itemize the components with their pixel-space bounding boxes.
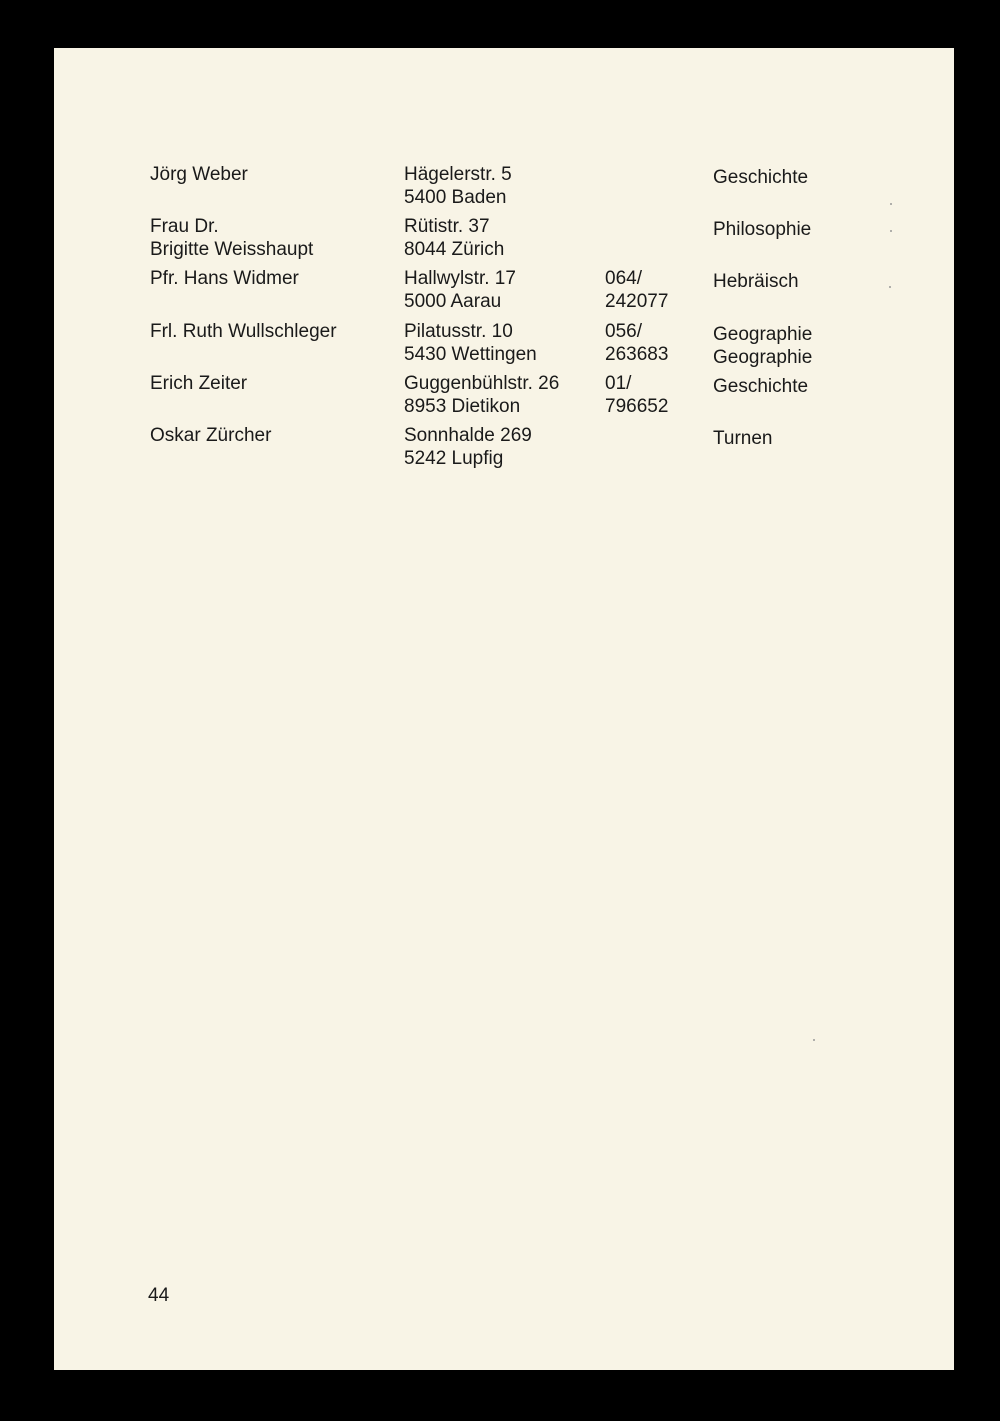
subject-line: Turnen bbox=[713, 428, 773, 449]
address-cell bbox=[404, 424, 532, 470]
subject-line: Philosophie bbox=[713, 219, 812, 241]
address-line: Hägelerstr. 5 bbox=[404, 164, 512, 185]
directory-entry bbox=[54, 267, 954, 319]
page-number: 44 bbox=[148, 1285, 170, 1306]
address-cell bbox=[404, 215, 504, 261]
directory-entry bbox=[54, 424, 954, 476]
phone-number-cell bbox=[605, 320, 668, 366]
document-page bbox=[54, 48, 954, 1370]
phone-number-line: 242077 bbox=[605, 291, 669, 313]
subject-cell bbox=[713, 270, 799, 293]
subject-cell bbox=[713, 323, 812, 369]
address-line: Pilatusstr. 10 bbox=[404, 320, 513, 342]
subject-line: Hebräisch bbox=[713, 271, 799, 293]
address-line: Rütistr. 37 bbox=[404, 216, 490, 238]
address-line: 5400 Baden bbox=[404, 187, 507, 208]
address-cell bbox=[404, 267, 516, 313]
speck bbox=[889, 286, 891, 288]
address-line: 8044 Zürich bbox=[404, 239, 505, 261]
speck bbox=[890, 203, 892, 205]
person-name-cell bbox=[150, 320, 337, 343]
person-name-line: Jörg Weber bbox=[150, 164, 248, 185]
person-name-cell bbox=[150, 215, 313, 261]
person-name-cell bbox=[150, 372, 247, 395]
speck bbox=[813, 1039, 815, 1041]
subject-line: Geographie bbox=[713, 323, 813, 345]
phone-number-line: 064/ bbox=[605, 268, 642, 290]
person-name-line: Pfr. Hans Widmer bbox=[150, 268, 299, 290]
directory-entry bbox=[54, 320, 954, 372]
address-cell bbox=[404, 163, 512, 209]
directory-entry bbox=[54, 163, 954, 215]
person-name-line: Erich Zeiter bbox=[150, 372, 248, 394]
person-name-line: Frau Dr. bbox=[150, 216, 219, 238]
subject-cell bbox=[713, 218, 811, 241]
person-name-cell bbox=[150, 163, 248, 186]
address-line: 5000 Aarau bbox=[404, 291, 502, 313]
phone-number-line: 056/ bbox=[605, 320, 642, 342]
subject-line: Geographie bbox=[713, 346, 813, 368]
address-line: 8953 Dietikon bbox=[404, 395, 521, 417]
address-line: 5430 Wettingen bbox=[404, 343, 537, 365]
subject-cell bbox=[713, 375, 808, 398]
subject-line: Geschichte bbox=[713, 375, 809, 397]
person-name-line: Brigitte Weisshaupt bbox=[150, 239, 314, 261]
phone-number-line: 263683 bbox=[605, 343, 669, 365]
address-line: Guggenbühlstr. 26 bbox=[404, 372, 560, 394]
speck bbox=[890, 230, 892, 232]
subject-cell bbox=[713, 427, 773, 450]
person-name-line: Frl. Ruth Wullschleger bbox=[150, 320, 337, 342]
subject-cell bbox=[713, 166, 808, 189]
address-cell bbox=[404, 320, 537, 366]
directory-entry bbox=[54, 372, 954, 424]
directory-entry bbox=[54, 215, 954, 267]
address-cell bbox=[404, 372, 559, 418]
person-name-cell bbox=[150, 267, 299, 290]
address-line: Sonnhalde 269 bbox=[404, 425, 532, 446]
person-name-cell bbox=[150, 424, 271, 447]
person-name-line: Oskar Zürcher bbox=[150, 425, 272, 446]
phone-number-line: 01/ bbox=[605, 372, 632, 394]
phone-number-line: 796652 bbox=[605, 395, 669, 417]
address-line: Hallwylstr. 17 bbox=[404, 268, 516, 290]
phone-number-cell bbox=[605, 372, 668, 418]
phone-number-cell bbox=[605, 267, 668, 313]
subject-line: Geschichte bbox=[713, 167, 809, 188]
address-line: 5242 Lupfig bbox=[404, 448, 504, 469]
